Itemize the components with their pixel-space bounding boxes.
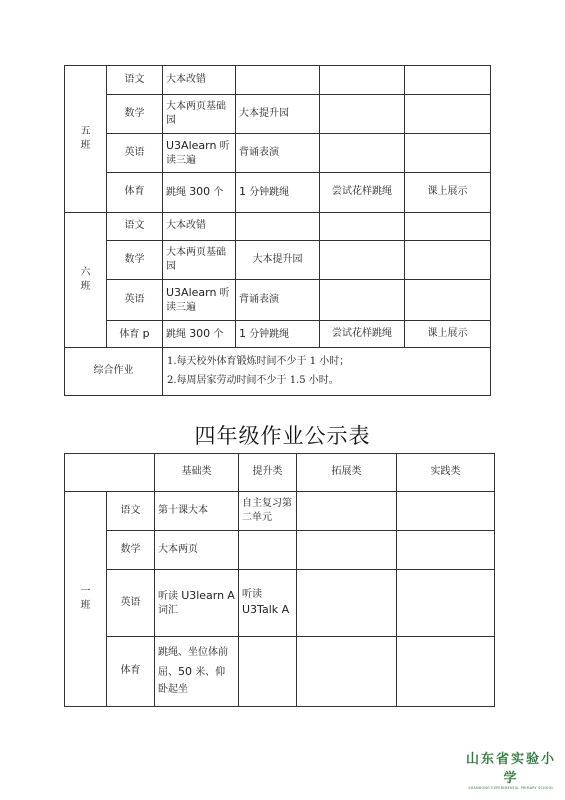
subject-cell: 语文 — [107, 66, 163, 95]
basic-cell: 大本两页基础园 — [163, 95, 236, 134]
subject-cell: 英语 — [107, 280, 163, 321]
summary-line-2: 2.每周居家劳动时间不少于 1.5 小时。 — [167, 374, 339, 386]
class-label-5: 五 班 — [65, 66, 107, 213]
practice-cell — [397, 570, 495, 637]
header-basic: 基础类 — [155, 454, 239, 492]
subject-cell: 语文 — [107, 492, 155, 531]
school-logo-english: SHANDONG EXPERIMENTAL PRIMARY SCHOOL — [468, 786, 554, 790]
basic-cell: U3Alearn 听读三遍 — [163, 134, 236, 173]
practice-cell — [405, 280, 491, 321]
improve-cell: 背诵表演 — [236, 134, 320, 173]
table-row — [65, 95, 491, 134]
homework-table-upper — [64, 65, 491, 396]
table-row — [65, 492, 495, 531]
practice-cell — [397, 637, 495, 707]
basic-cell: 第十课大本 — [155, 492, 239, 531]
expand-cell — [320, 241, 405, 280]
basic-cell: 大本两页 — [155, 531, 239, 570]
expand-cell — [297, 531, 397, 570]
summary-label: 综合作业 — [65, 348, 163, 396]
basic-cell: 听读 U3learn A 词汇 — [155, 570, 239, 637]
header-practice: 实践类 — [397, 454, 495, 492]
table-row — [65, 134, 491, 173]
class-label-1: 一 班 — [65, 492, 107, 707]
school-logo — [465, 748, 557, 790]
improve-cell — [239, 637, 297, 707]
improve-cell — [239, 531, 297, 570]
practice-cell: 课上展示 — [405, 173, 491, 213]
practice-cell — [397, 492, 495, 531]
table-row — [65, 637, 495, 707]
expand-cell: 尝试花样跳绳 — [320, 173, 405, 213]
basic-cell: 大本改错 — [163, 66, 236, 95]
expand-cell — [297, 637, 397, 707]
table-row — [65, 280, 491, 321]
practice-cell — [405, 134, 491, 173]
improve-cell — [236, 213, 320, 241]
header-improve: 提升类 — [239, 454, 297, 492]
expand-cell — [320, 95, 405, 134]
page-title: 四年级作业公示表 — [194, 424, 371, 448]
table-row — [65, 570, 495, 637]
header-expand: 拓展类 — [297, 454, 397, 492]
improve-cell: 大本提升园 — [236, 241, 320, 280]
expand-cell — [297, 492, 397, 531]
improve-cell: 自主复习第二单元 — [239, 492, 297, 531]
basic-cell: 大本两页基础园 — [163, 241, 236, 280]
basic-cell: 跳绳、坐位体前屈、50 米、仰卧起坐 — [155, 637, 239, 707]
subject-cell: 体育 — [107, 173, 163, 213]
subject-cell: 体育 p — [107, 321, 163, 348]
class-label-6: 六 班 — [65, 213, 107, 348]
expand-cell: 尝试花样跳绳 — [320, 321, 405, 348]
basic-cell: 跳绳 300 个 — [163, 173, 236, 213]
subject-cell: 体育 — [107, 637, 155, 707]
school-logo-name: 山东省实验小学 — [465, 752, 556, 786]
summary-line-1: 1.每天校外体育锻炼时间不少于 1 小时； — [167, 356, 350, 367]
subject-cell: 数学 — [107, 241, 163, 280]
basic-cell: 大本改错 — [163, 213, 236, 241]
practice-cell — [405, 213, 491, 241]
improve-cell: 1 分钟跳绳 — [236, 321, 320, 348]
table-row — [65, 173, 491, 213]
table-row — [65, 241, 491, 280]
basic-cell: U3Alearn 听读三遍 — [163, 280, 236, 321]
table-row — [65, 348, 491, 396]
expand-cell — [320, 280, 405, 321]
table-row — [65, 213, 491, 241]
table-row — [65, 531, 495, 570]
subject-cell: 数学 — [107, 531, 155, 570]
subject-cell: 数学 — [107, 95, 163, 134]
improve-cell: 背诵表演 — [236, 280, 320, 321]
basic-cell: 跳绳 300 个 — [163, 321, 236, 348]
subject-cell: 英语 — [107, 134, 163, 173]
table-row — [65, 66, 491, 95]
practice-cell — [405, 66, 491, 95]
header-corner — [65, 454, 155, 492]
homework-table-lower — [64, 453, 495, 707]
improve-cell: 听读 U3Talk A — [239, 570, 297, 637]
improve-cell: 大本提升园 — [236, 95, 320, 134]
table-row — [65, 321, 491, 348]
improve-cell — [236, 66, 320, 95]
summary-content — [163, 348, 491, 396]
header-row — [65, 454, 495, 492]
expand-cell — [320, 213, 405, 241]
expand-cell — [320, 134, 405, 173]
subject-cell: 英语 — [107, 570, 155, 637]
expand-cell — [320, 66, 405, 95]
improve-cell: 1 分钟跳绳 — [236, 173, 320, 213]
practice-cell — [397, 531, 495, 570]
practice-cell — [405, 95, 491, 134]
practice-cell — [405, 241, 491, 280]
practice-cell: 课上展示 — [405, 321, 491, 348]
subject-cell: 语文 — [107, 213, 163, 241]
expand-cell — [297, 570, 397, 637]
